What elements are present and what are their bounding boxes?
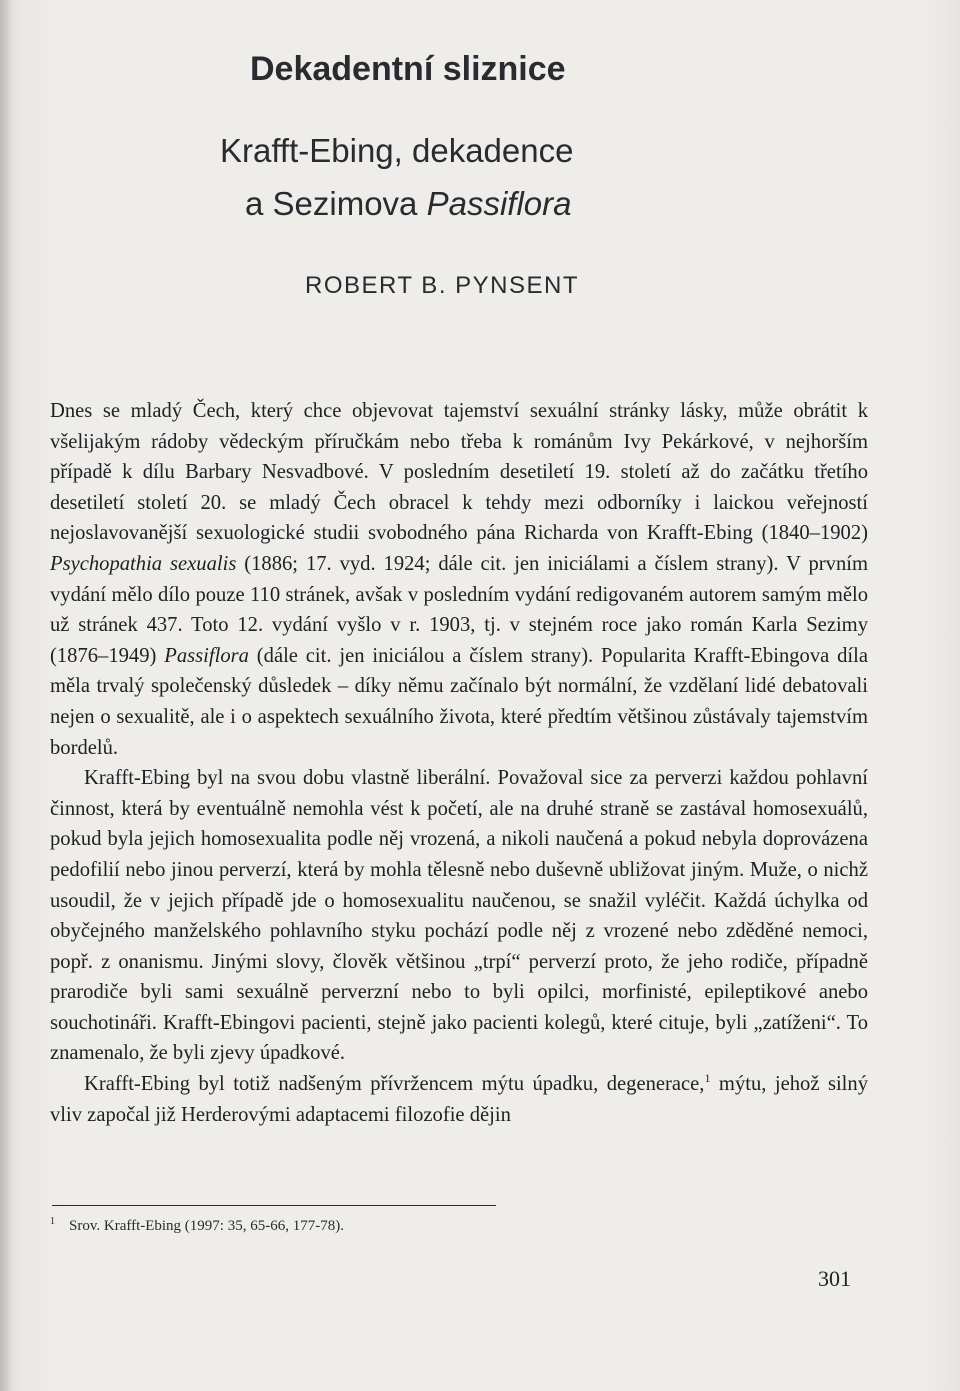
paragraph-1-text-a: Dnes se mladý Čech, který chce objevovat tajemství sexuální stránky lásky, může obrátit k všelijakým rádoby vědeckým příručkám nebo třeba k románům Ivy Pekárkové, v nejhorším případě k dílu Barbary Nesvadbové. V posledním desetiletí 19. století až do začátku třetího desetiletí století 20. se mladý Čech obracel k tehdy mezi odborníky i laickou veřejností nejoslavovanější sexuologické studii svobodného pána Richarda von Krafft-Ebing (1840–1902) [50, 400, 868, 545]
footnote-marker: 1 [50, 1216, 55, 1227]
paragraph-3 [50, 1069, 868, 1130]
article-title-line-2 [245, 185, 571, 223]
footnote-text: Srov. Krafft-Ebing (1997: 35, 65-66, 177-78). [69, 1218, 344, 1234]
paragraph-1-text-e: (dále cit. jen iniciálou a číslem strany). Popularita Krafft-Ebingova díla měla trvalý společenský důsledek – díky němu začínalo být normální, že vzdělaní lidé debatovali nejen o sexualitě, ale i o aspektech sexuálního života, které předtím většinou zůstávaly tajemstvím bordelů. [50, 644, 868, 759]
page-number: 301 [818, 1266, 851, 1291]
paragraph-3-text-a: Krafft-Ebing byl totiž nadšeným přívržencem mýtu úpadku, degenerace, [84, 1073, 705, 1096]
chapter-title: Dekadentní sliznice [250, 50, 566, 88]
article-title-line-1: Krafft-Ebing, dekadence [220, 132, 574, 169]
footnote-divider [52, 1205, 496, 1206]
body-text [50, 396, 868, 1130]
book-title-psychopathia: Psychopathia sexualis [50, 552, 237, 575]
book-title-passiflora: Passiflora [164, 644, 249, 667]
article-title-italic: Passiflora [426, 185, 572, 222]
paragraph-2: Krafft-Ebing byl na svou dobu vlastně liberální. Považoval sice za perverzi každou pohlavní činnost, která by eventuálně nemohla vést k početí, ale na druhé straně se zastával homosexuálů, pokud byla jejich homosexualita podle něj vrozená, a nikoli naučená a pokud nebyla doprovázena pedofilií nebo jinou perverzí, která by mohla tělesně nebo duševně ubližovat jiným. Muže, o nichž usoudil, že v jejich případě jde o homosexualitu naučenou, se snažil vyléčit. Každá úchylka od obyčejného manželského pohlavního styku pochází podle něj z vrozené nebo zděděné nemoci, popř. z onanismu. Jinými slovy, člověk většinou „trpí“ perverzí proto, že jeho rodiče, případně prarodiče byli sami sexuálně perverzní nebo to byli opilci, morfinisté, epileptikové anebo souchotináři. Krafft-Ebingovi pacienti, stejně jako pacienti kolegů, které cituje, byli „zatíženi“. To znamenalo, že byli zjevy úpadkové. [50, 767, 868, 1065]
author-name: ROBERT B. PYNSENT [305, 272, 580, 299]
scan-shadow [0, 0, 12, 1391]
paragraph-1-text-c: (1886; 17. vyd. 1924; dále cit. jen iniciálami a číslem strany). V prvním vydání mělo dílo pouze 110 stránek, avšak v posledním vydání redigovaném autorem samým mělo už stránek 437. Toto 12. vydání vyšlo v r. 1903, tj. v stejném roce jako román Karla Sezimy (1876–1949) [50, 552, 868, 667]
article-title-prefix: a Sezimova [245, 185, 427, 222]
footnote [50, 1216, 344, 1235]
paragraph-3-text-b: mýtu, jehož silný vliv započal již Herderovými adaptacemi filozofie dějin [50, 1073, 868, 1126]
footnote-reference[interactable]: 1 [704, 1071, 711, 1086]
paragraph-1 [50, 396, 868, 763]
